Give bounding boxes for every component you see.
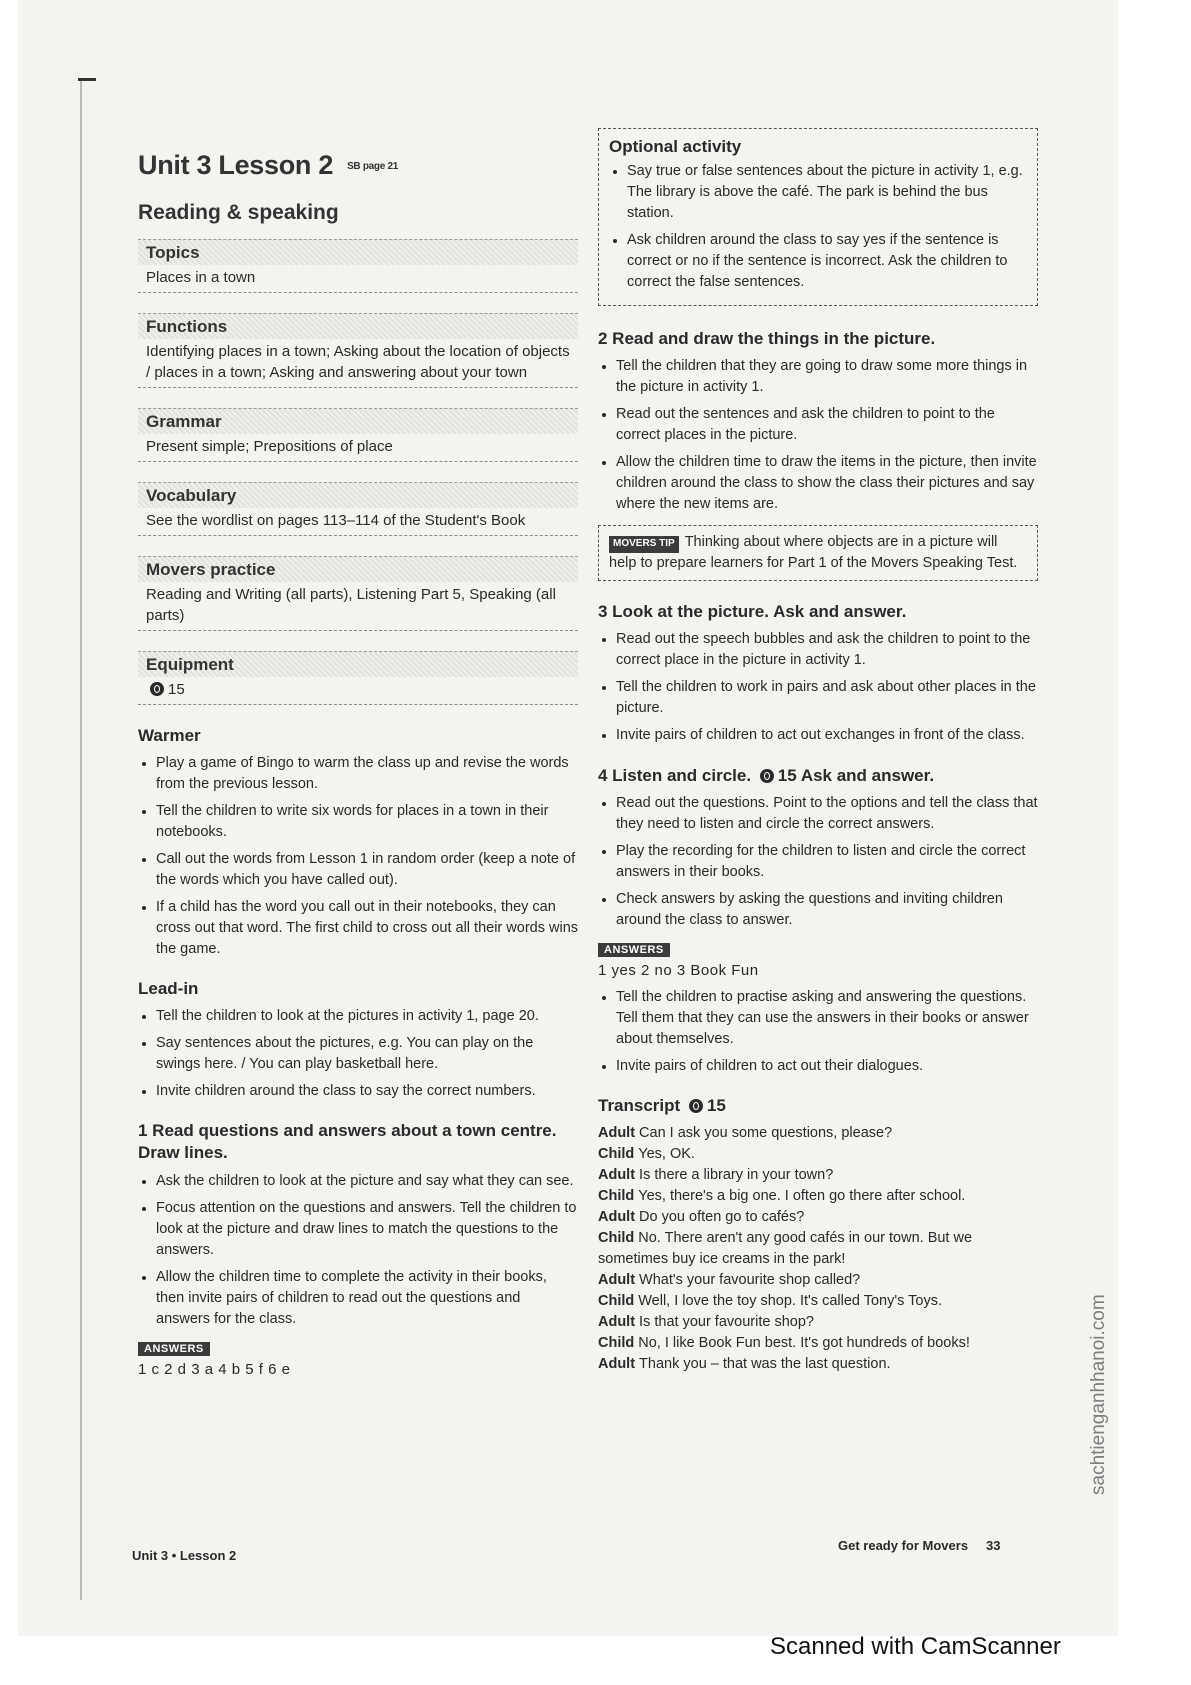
transcript-line <box>598 1228 1038 1270</box>
activity-2-title: 2 Read and draw the things in the picture. <box>598 329 936 349</box>
list-item: • Play a game of Bingo to warm the class up and revise the words from the previous lesson. <box>156 753 578 795</box>
footer-unit-lesson: Unit 3 • Lesson 2 <box>132 1548 237 1563</box>
transcript-line <box>598 1333 1038 1354</box>
line-text: Can I ask you some questions, please? <box>639 1124 893 1141</box>
footer-book-title <box>838 1538 1001 1553</box>
movers-tip-badge: MOVERS TIP <box>609 536 679 553</box>
list-item: • Ask the children to look at the picture and say what they can see. <box>156 1171 578 1192</box>
page-spine-line <box>80 80 82 1600</box>
info-grammar <box>138 408 578 462</box>
info-head: Equipment <box>138 651 578 677</box>
activity-1-list <box>138 1171 578 1330</box>
list-item: • Play the recording for the children to listen and circle the correct answers in their books. <box>616 841 1038 883</box>
movers-tip-text: Thinking about where objects are in a picture will help to prepare learners for Part 1 of the Movers Speaking Test. <box>609 534 1018 572</box>
info-movers-practice <box>138 556 578 631</box>
list-item: • Allow the children time to complete the activity in their books, then invite pairs of children to read out the questions and answers for the class. <box>156 1267 578 1330</box>
line-text: What's your favourite shop called? <box>639 1271 861 1288</box>
speaker: Child <box>598 1229 635 1246</box>
optional-activity-list <box>609 161 1027 293</box>
info-vocabulary <box>138 482 578 536</box>
info-body: Places in a town <box>138 265 578 293</box>
transcript-body <box>598 1123 1038 1375</box>
transcript-line <box>598 1207 1038 1228</box>
line-text: Well, I love the toy shop. It's called Tony's Toys. <box>638 1292 942 1309</box>
info-head: Functions <box>138 313 578 339</box>
camscanner-label: Scanned with CamScanner <box>770 1633 1061 1660</box>
list-item: • Read out the sentences and ask the children to point to the correct places in the picture. <box>616 404 1038 446</box>
list-item: • Read out the questions. Point to the options and tell the class that they need to listen and circle the correct answers. <box>616 793 1038 835</box>
info-functions <box>138 313 578 388</box>
activity-3-title: 3 Look at the picture. Ask and answer. <box>598 602 907 622</box>
speaker: Child <box>598 1187 635 1204</box>
list-item: • Invite pairs of children to act out their dialogues. <box>616 1056 1038 1077</box>
list-item: • Focus attention on the questions and answers. Tell the children to look at the picture and draw lines to match the questions to the answers. <box>156 1198 578 1261</box>
list-item: • If a child has the word you call out in their notebooks, they can cross out that word. The first child to cross out all their words wins the game. <box>156 897 578 960</box>
speaker: Adult <box>598 1356 636 1373</box>
answers-badge: ANSWERS <box>138 1342 210 1356</box>
list-item: • Tell the children to write six words for places in a town in their notebooks. <box>156 801 578 843</box>
list-item: • Ask children around the class to say yes if the sentence is correct or no if the sentence is incorrect. Ask the children to correct the false sentences. <box>627 230 1027 293</box>
transcript-line <box>598 1312 1038 1333</box>
leadin-title: Lead-in <box>138 979 199 999</box>
activity-4-title-a: 4 Listen and circle. <box>598 765 752 785</box>
list-item: • Read out the speech bubbles and ask the children to point to the correct place in the picture in activity 1. <box>616 629 1038 671</box>
speaker: Adult <box>598 1166 636 1183</box>
speaker: Adult <box>598 1124 636 1141</box>
line-text: Is there a library in your town? <box>639 1166 834 1183</box>
info-body: Identifying places in a town; Asking about the location of objects / places in a town; Asking and answering about your town <box>138 339 578 388</box>
activity-1-answers: 1 c 2 d 3 a 4 b 5 f 6 e <box>138 1360 291 1378</box>
right-column <box>598 128 1038 1375</box>
info-topics <box>138 239 578 293</box>
movers-tip-box <box>598 525 1038 581</box>
line-text: Is that your favourite shop? <box>639 1313 814 1330</box>
activity-1-title: 1 Read questions and answers about a town centre. Draw lines. <box>138 1121 557 1163</box>
answers-badge: ANSWERS <box>598 943 670 957</box>
scanned-page <box>18 0 1118 1636</box>
list-item: • Tell the children that they are going to draw some more things in the picture in activity 1. <box>616 356 1038 398</box>
activity-4-title-b: Ask and answer. <box>800 765 935 785</box>
page-corner-mark <box>78 78 96 81</box>
speaker: Adult <box>598 1271 636 1288</box>
left-column <box>138 150 578 1386</box>
audio-cd-icon <box>689 1099 703 1113</box>
list-item: • Tell the children to practise asking and answering the questions. Tell them that they can use the answers in their books or answer about themselves. <box>616 987 1038 1050</box>
transcript-line <box>598 1291 1038 1312</box>
speaker: Child <box>598 1292 635 1309</box>
line-text: Do you often go to cafés? <box>639 1208 805 1225</box>
info-body: See the wordlist on pages 113–114 of the Student's Book <box>138 508 578 536</box>
warmer-list <box>138 753 578 960</box>
warmer-title: Warmer <box>138 726 201 745</box>
list-item: • Say true or false sentences about the picture in activity 1, e.g. The library is above the café. The park is behind the bus station. <box>627 161 1027 224</box>
line-text: Thank you – that was the last question. <box>639 1356 891 1373</box>
list-item: • Allow the children time to draw the items in the picture, then invite children around the class to show the class their pictures and say where the new items are. <box>616 452 1038 515</box>
leadin-list <box>138 1006 578 1102</box>
transcript-track: 15 <box>706 1095 726 1115</box>
info-body <box>138 677 578 705</box>
equipment-track: 15 <box>168 680 185 698</box>
list-item: • Say sentences about the pictures, e.g. You can play on the swings here. / You can play basketball here. <box>156 1033 578 1075</box>
transcript-title <box>598 1095 1038 1117</box>
activity-4-list-2 <box>598 987 1038 1077</box>
activity-3-list <box>598 629 1038 746</box>
speaker: Child <box>598 1335 635 1351</box>
transcript-line <box>598 1144 1038 1165</box>
info-body: Reading and Writing (all parts), Listening Part 5, Speaking (all parts) <box>138 582 578 631</box>
unit-title-text: Unit 3 Lesson 2 <box>138 150 334 180</box>
line-text: No. There aren't any good cafés in our town. But we sometimes buy ice creams in the park! <box>598 1229 973 1267</box>
line-text: No, I like Book Fun best. It's got hundreds of books! <box>638 1335 970 1351</box>
sb-page-ref: SB page 21 <box>347 161 398 173</box>
speaker: Adult <box>598 1208 636 1225</box>
activity-2-list <box>598 356 1038 515</box>
transcript-line <box>598 1186 1038 1207</box>
transcript-title-text: Transcript <box>598 1095 681 1115</box>
audio-cd-icon <box>760 769 774 783</box>
transcript-line <box>598 1165 1038 1186</box>
activity-4-track: 15 <box>777 765 797 785</box>
speaker: Adult <box>598 1313 636 1330</box>
activity-4-title <box>598 765 1038 787</box>
line-text: Yes, OK. <box>638 1145 695 1162</box>
line-text: Yes, there's a big one. I often go there after school. <box>638 1187 966 1204</box>
page-number: 33 <box>986 1538 1001 1553</box>
list-item: • Tell the children to look at the pictures in activity 1, page 20. <box>156 1006 578 1027</box>
footer-title-text: Get ready for Movers <box>838 1538 969 1553</box>
speaker: Child <box>598 1145 635 1162</box>
info-head: Vocabulary <box>138 482 578 508</box>
optional-activity-box <box>598 128 1038 306</box>
optional-activity-title: Optional activity <box>609 137 742 156</box>
section-title: Reading & speaking <box>138 201 339 224</box>
list-item: • Invite children around the class to say the correct numbers. <box>156 1081 578 1102</box>
unit-title <box>138 150 578 181</box>
info-head: Grammar <box>138 408 578 434</box>
transcript-line <box>598 1354 1038 1375</box>
list-item: • Invite pairs of children to act out exchanges in front of the class. <box>616 725 1038 746</box>
transcript-line <box>598 1123 1038 1144</box>
audio-cd-icon <box>150 682 164 696</box>
list-item: • Tell the children to work in pairs and ask about other places in the picture. <box>616 677 1038 719</box>
info-head: Movers practice <box>138 556 578 582</box>
list-item: • Check answers by asking the questions and inviting children around the class to answer. <box>616 889 1038 931</box>
transcript-line <box>598 1270 1038 1291</box>
site-watermark: sachtienganhhanoi.com <box>1088 1294 1109 1495</box>
info-equipment <box>138 651 578 705</box>
activity-4-answers: 1 yes 2 no 3 Book Fun <box>598 961 759 979</box>
activity-4-list <box>598 793 1038 931</box>
info-head: Topics <box>138 239 578 265</box>
list-item: • Call out the words from Lesson 1 in random order (keep a note of the words which you have called out). <box>156 849 578 891</box>
info-body: Present simple; Prepositions of place <box>138 434 578 462</box>
